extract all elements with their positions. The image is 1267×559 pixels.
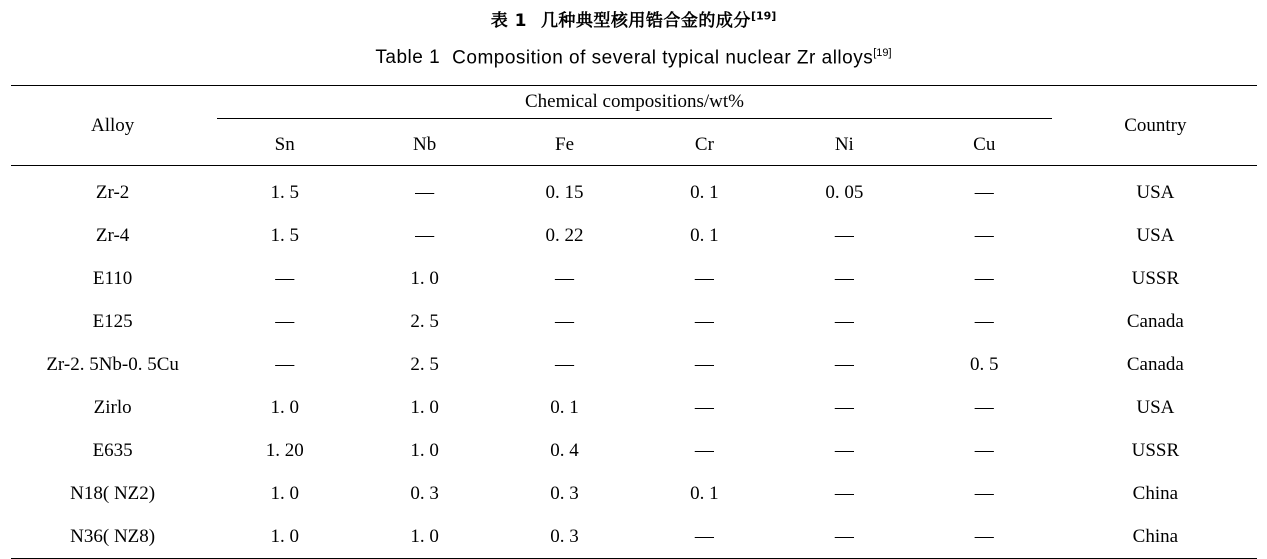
column-header-alloy: Alloy [11, 86, 215, 166]
cell-ni: — [834, 353, 854, 375]
cell-sn: — [275, 267, 295, 289]
caption-title-english: Composition of several typical nuclear Zr alloys [452, 47, 874, 69]
column-header-group-chemical [215, 86, 1055, 124]
cell-sn: 1. 0 [215, 515, 355, 559]
cell-cu: — [974, 310, 994, 332]
cell-alloy: E635 [92, 439, 133, 461]
cell-country: USA [1136, 181, 1175, 203]
cell-cr: 0. 1 [690, 181, 719, 203]
cell-sn: 1. 0 [270, 482, 299, 504]
cell-fe: 0. 22 [545, 224, 584, 246]
cell-nb: 0. 3 [410, 482, 439, 504]
table-body [11, 166, 1257, 559]
cell-alloy: Zr-4 [95, 224, 130, 246]
cell-cu: — [974, 439, 994, 461]
cell-sn: 1. 20 [265, 439, 304, 461]
cell-ni: — [774, 515, 914, 559]
cell-cu: 0. 5 [970, 353, 999, 375]
column-header-fe: Fe [555, 133, 574, 155]
table-row [11, 166, 1257, 215]
cell-cr: — [694, 439, 714, 461]
cell-nb: 2. 5 [410, 310, 439, 332]
cell-country: USSR [1131, 267, 1180, 289]
cell-fe: — [555, 353, 574, 375]
cell-country: China [1132, 482, 1179, 504]
cell-fe: — [555, 267, 574, 289]
cell-cr: — [634, 515, 774, 559]
column-header-sn: Sn [274, 133, 295, 155]
cell-fe: 0. 3 [495, 515, 635, 559]
cell-cr: — [694, 396, 714, 418]
table-row [11, 257, 1257, 300]
cell-sn: — [275, 310, 295, 332]
cell-nb: 1. 0 [410, 396, 439, 418]
column-header-group-chemical-label: Chemical compositions/wt% [217, 91, 1053, 119]
cell-alloy: Zr-2 [95, 181, 130, 203]
table-row [11, 300, 1257, 343]
cell-alloy: Zirlo [93, 396, 132, 418]
cell-alloy: Zr-2. 5Nb-0. 5Cu [46, 353, 179, 375]
cell-fe: 0. 1 [550, 396, 579, 418]
cell-cr: — [694, 310, 714, 332]
cell-cu: — [974, 224, 994, 246]
cell-cu: — [974, 396, 994, 418]
column-header-ni: Ni [834, 133, 854, 155]
caption-reference-english: [19] [873, 47, 892, 59]
cell-ni: — [834, 396, 854, 418]
table-row [11, 472, 1257, 515]
column-header-cr: Cr [694, 133, 714, 155]
cell-country: China [1054, 515, 1256, 559]
table-row [11, 386, 1257, 429]
cell-fe: 0. 3 [550, 482, 579, 504]
column-header-nb: Nb [412, 133, 437, 155]
cell-alloy: N18( NZ2) [70, 482, 156, 504]
cell-ni: — [834, 439, 854, 461]
cell-country: USSR [1131, 439, 1180, 461]
table-header-group-row [11, 86, 1257, 124]
cell-fe: — [555, 310, 574, 332]
caption-title-chinese: 几种典型核用锆合金的成分 [540, 11, 751, 31]
cell-cu: — [974, 482, 994, 504]
table-row [11, 343, 1257, 386]
composition-table [11, 85, 1257, 559]
cell-nb: 1. 0 [410, 439, 439, 461]
cell-cr: — [694, 353, 714, 375]
cell-sn: 1. 0 [270, 396, 299, 418]
cell-cr: 0. 1 [690, 224, 719, 246]
cell-ni: — [834, 310, 854, 332]
cell-ni: — [834, 482, 854, 504]
table-row [11, 515, 1257, 559]
cell-fe: 0. 4 [550, 439, 579, 461]
caption-reference-chinese: [19] [750, 9, 777, 23]
cell-sn: — [275, 353, 295, 375]
caption-number-english: Table 1 [375, 47, 441, 69]
cell-country: Canada [1126, 310, 1184, 332]
table-caption-chinese [0, 0, 1267, 31]
cell-alloy: E110 [92, 267, 133, 289]
caption-number-chinese: 表 1 [490, 11, 527, 31]
cell-cr: 0. 1 [690, 482, 719, 504]
table-row [11, 214, 1257, 257]
cell-nb: 1. 0 [355, 515, 495, 559]
cell-nb: 1. 0 [410, 267, 439, 289]
cell-alloy: N36( NZ8) [11, 515, 215, 559]
column-header-country: Country [1054, 86, 1256, 166]
cell-cu: — [914, 515, 1054, 559]
cell-nb: — [415, 181, 435, 203]
table-caption-english [0, 31, 1267, 69]
cell-sn: 1. 5 [270, 224, 299, 246]
cell-country: USA [1136, 396, 1175, 418]
cell-country: USA [1136, 224, 1175, 246]
cell-cu: — [974, 181, 994, 203]
cell-ni: — [834, 267, 854, 289]
cell-sn: 1. 5 [270, 181, 299, 203]
cell-cu: — [974, 267, 994, 289]
cell-nb: — [415, 224, 435, 246]
cell-ni: 0. 05 [825, 181, 864, 203]
cell-alloy: E125 [92, 310, 133, 332]
column-header-cu: Cu [973, 133, 996, 155]
cell-country: Canada [1126, 353, 1184, 375]
table-row [11, 429, 1257, 472]
cell-ni: — [834, 224, 854, 246]
cell-nb: 2. 5 [410, 353, 439, 375]
cell-fe: 0. 15 [545, 181, 584, 203]
cell-cr: — [694, 267, 714, 289]
